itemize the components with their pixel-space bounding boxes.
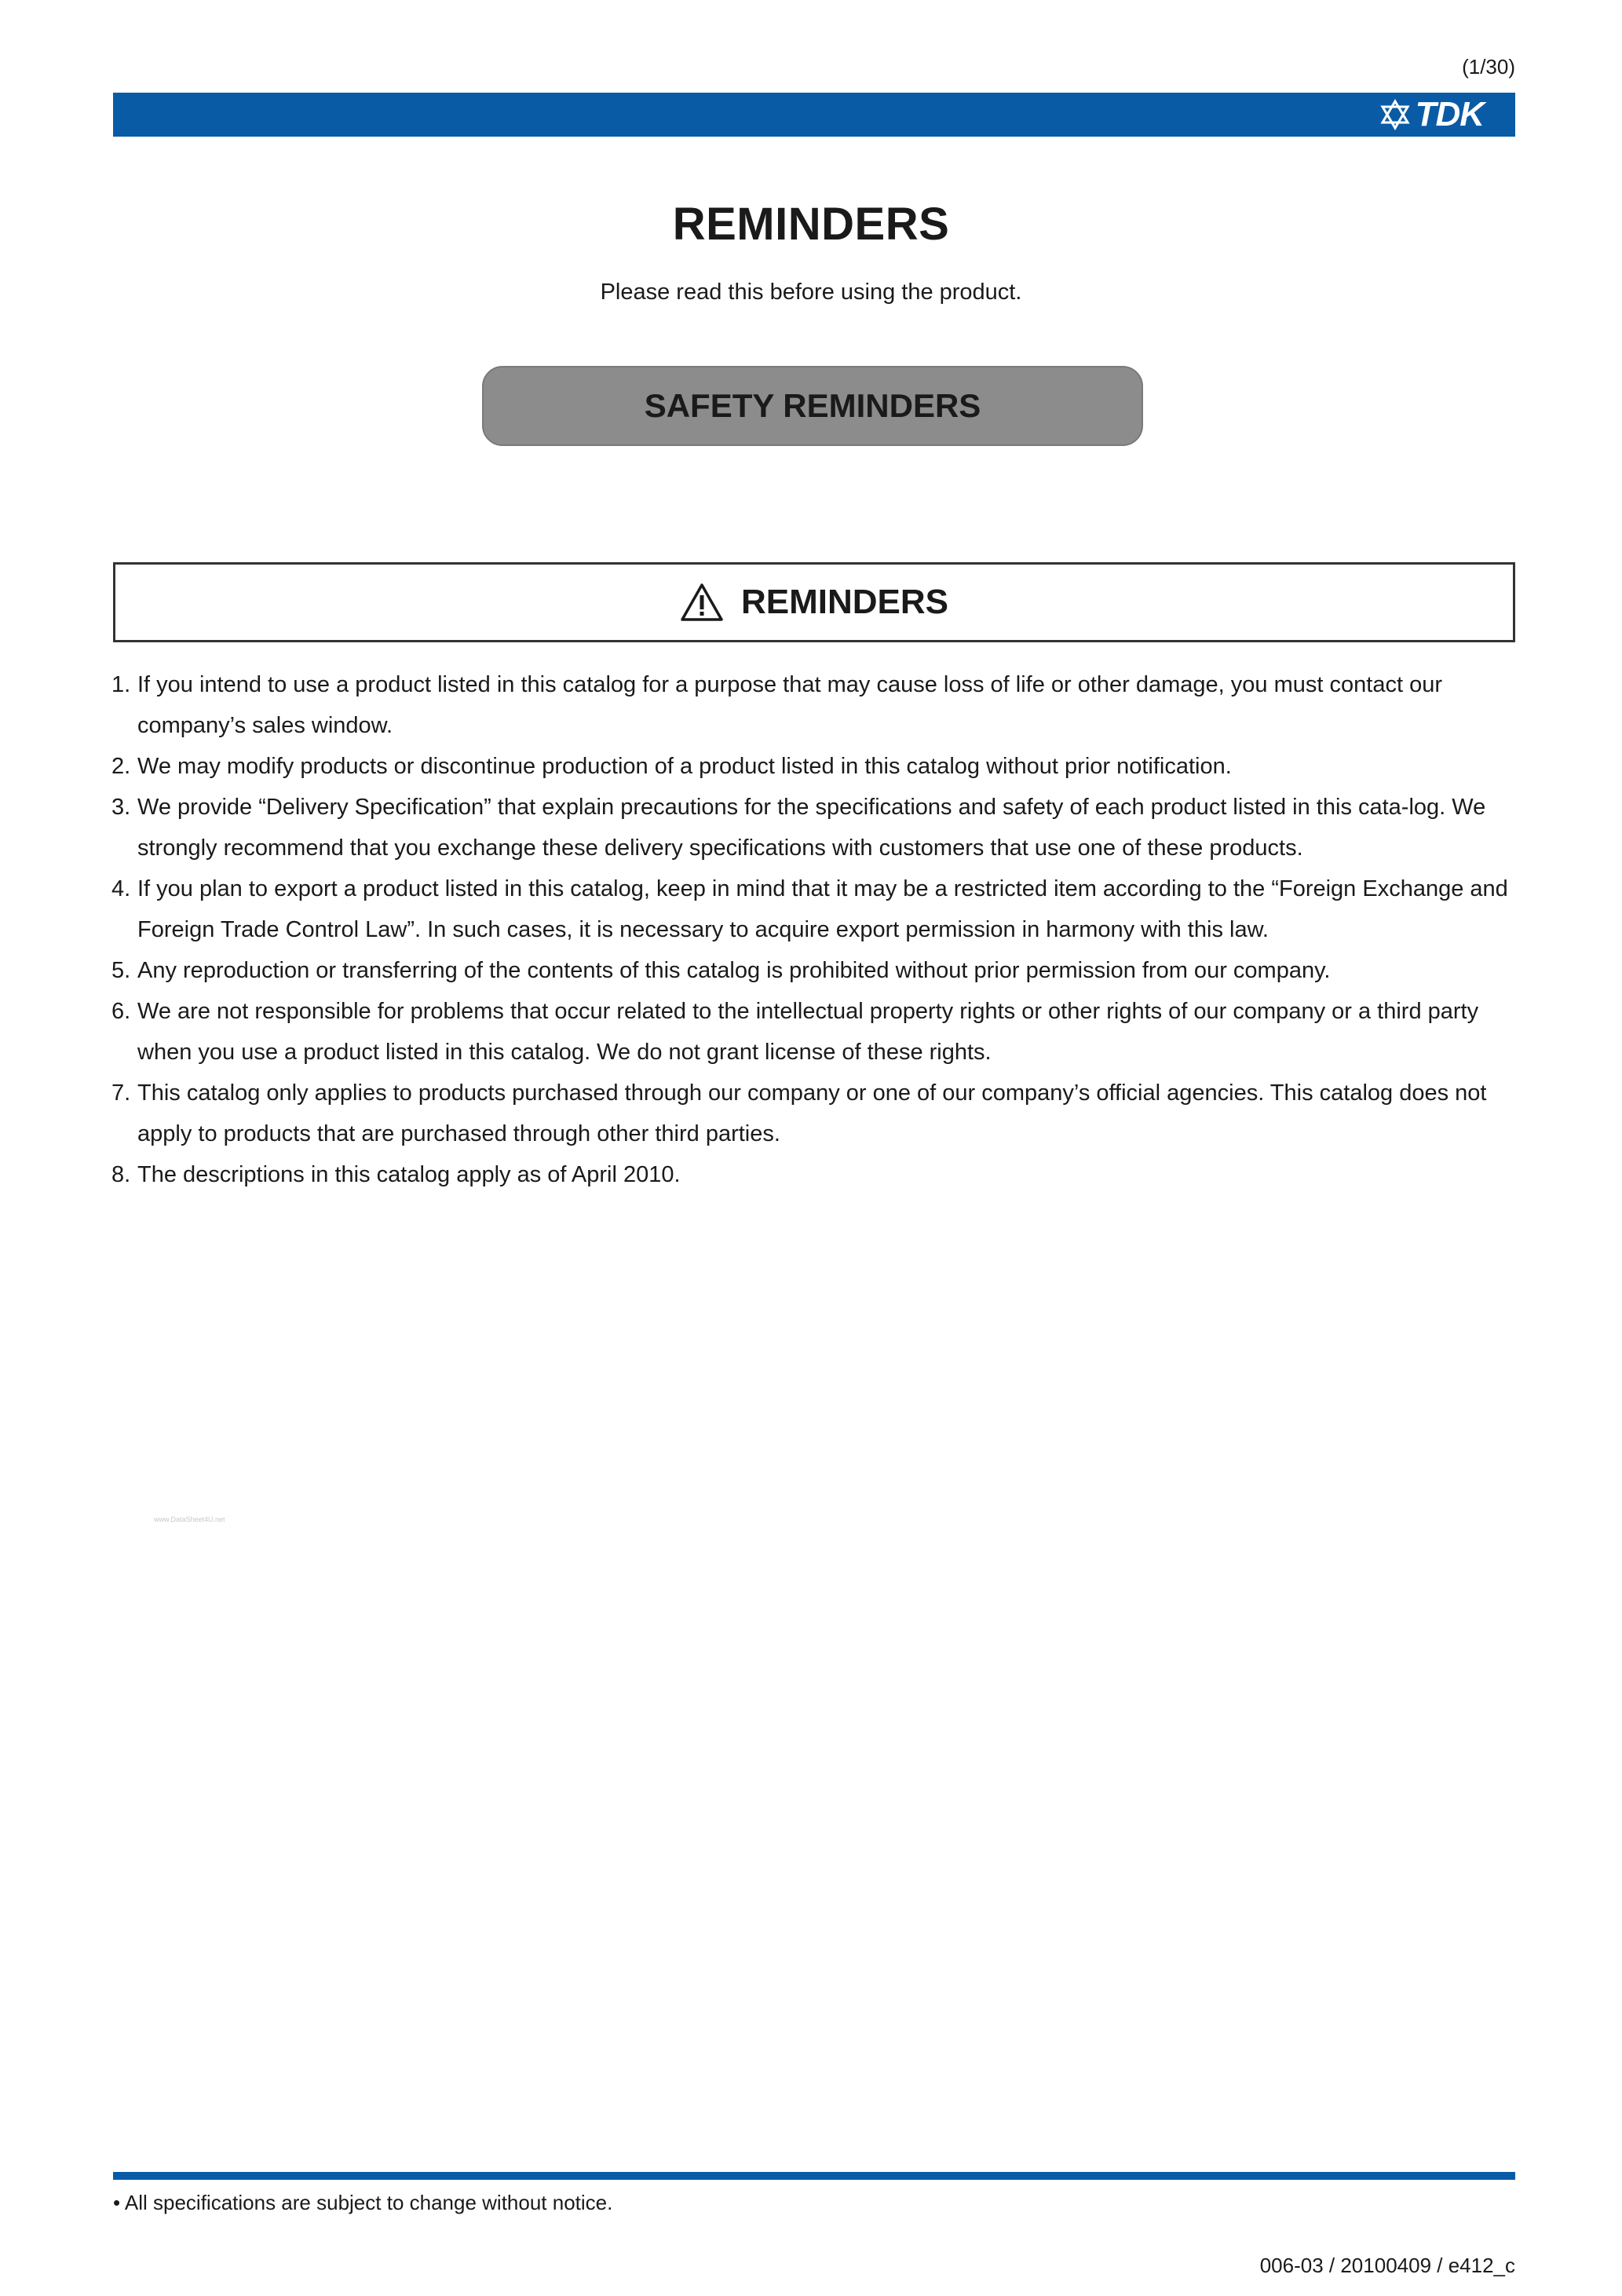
reminders-heading: REMINDERS (740, 583, 949, 621)
page-indicator: (1/30) (1462, 55, 1515, 79)
list-item: 3. We provide “Delivery Specification” that explain precautions for the specifications and safety of each product listed in this cata-log. We strongly recommend that you exchange these delivery specifications with customers that use one of these products. (111, 795, 1486, 861)
reminders-list (111, 664, 1517, 1195)
warning-triangle-icon (680, 583, 724, 622)
safety-reminders-label: SAFETY REMINDERS (644, 387, 981, 424)
safety-reminders-banner (482, 366, 1143, 446)
header-bar (113, 93, 1515, 137)
page-subtitle: Please read this before using the product. (600, 280, 1022, 305)
tdk-logo (1379, 95, 1484, 133)
watermark: www.DataSheet4U.net (154, 1515, 225, 1523)
list-item: 1. If you intend to use a product listed in this catalog for a purpose that may cause loss of life or other damage, you must contact our company’s sales window. (111, 672, 1442, 738)
list-item: 8. The descriptions in this catalog apply as of April 2010. (111, 1162, 681, 1187)
list-item: 4. If you plan to export a product listed in this catalog, keep in mind that it may be a restricted item according to the “Foreign Exchange and Foreign Trade Control Law”. In such cases, it is necessary to acquire export permission in harmony with this law. (111, 876, 1508, 942)
list-item: 7. This catalog only applies to products purchased through our company or one of our company’s official agencies. This catalog does not apply to products that are purchased through other third parties. (111, 1080, 1487, 1146)
brand-name: TDK (1415, 95, 1484, 133)
document-code: 006-03 / 20100409 / e412_c (1259, 2254, 1515, 2277)
footer-bar (113, 2172, 1515, 2180)
page-title: REMINDERS (672, 199, 950, 250)
list-item: 2. We may modify products or discontinue production of a product listed in this catalog without prior notification. (111, 754, 1232, 779)
footer-note: • All specifications are subject to change without notice. (113, 2191, 613, 2214)
reminders-heading-box (113, 562, 1515, 642)
list-item: 5. Any reproduction or transferring of the contents of this catalog is prohibited without prior permission from our company. (111, 958, 1331, 983)
list-item: 6. We are not responsible for problems that occur related to the intellectual property rights or other rights of our company or a third party when you use a product listed in this catalog. We do not grant license of these rights. (111, 999, 1479, 1065)
tdk-emblem-icon (1379, 99, 1411, 130)
